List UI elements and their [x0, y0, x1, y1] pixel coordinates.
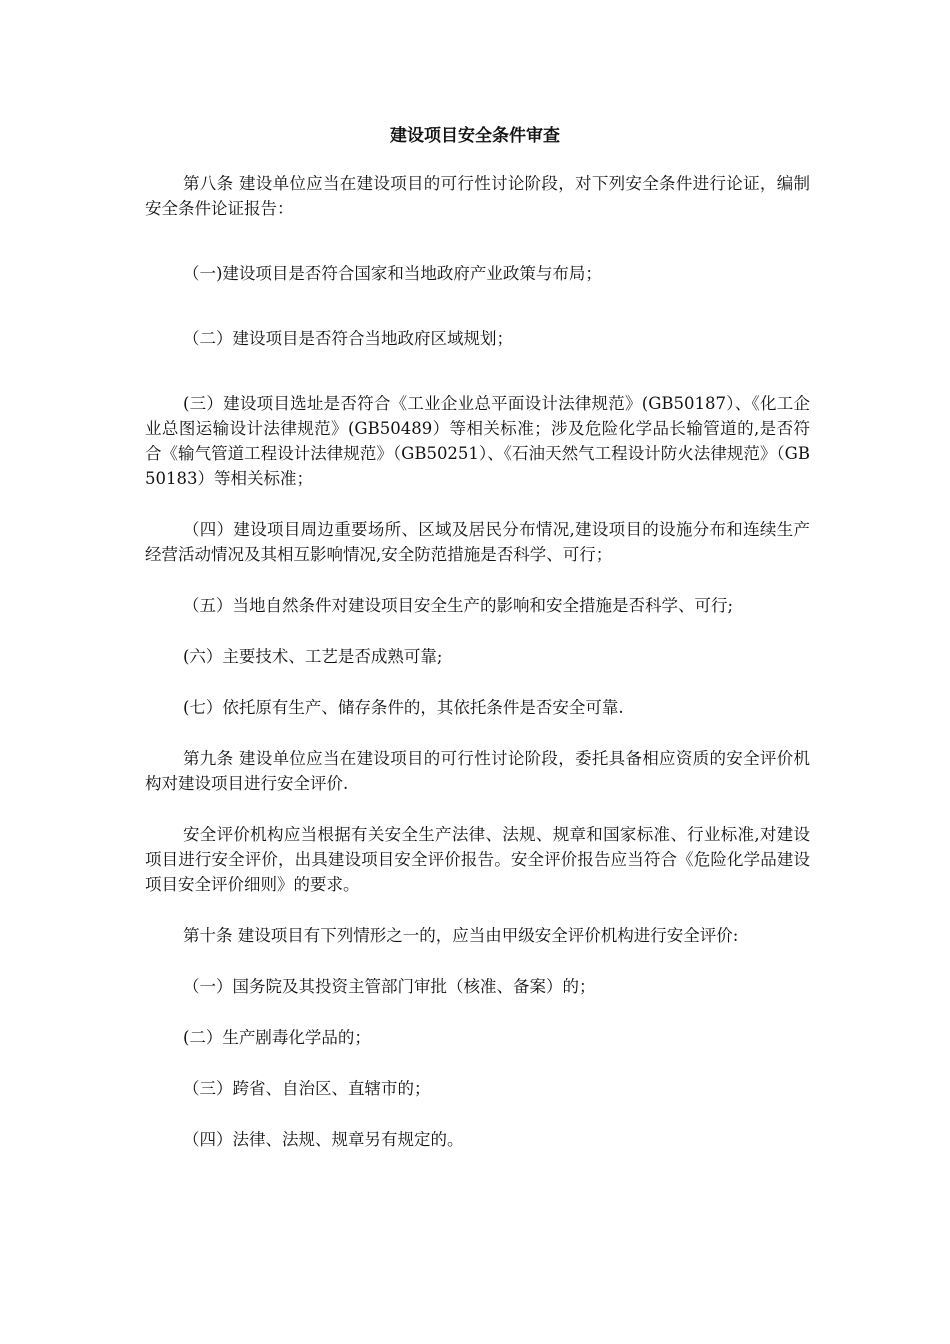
article-9-paragraph: 第九条 建设单位应当在建设项目的可行性讨论阶段，委托具备相应资质的安全评价机构对建设项目进行安全评价.	[145, 749, 810, 793]
article-8-item-1: （一)建设项目是否符合国家和当地政府产业政策与布局；	[183, 264, 602, 283]
article-10-item-4: （四）法律、法规、规章另有规定的。	[183, 1130, 464, 1149]
article-8-item-5: （五）当地自然条件对建设项目安全生产的影响和安全措施是否科学、可行;	[183, 596, 734, 615]
article-8-item-7: (七）依托原有生产、储存条件的，其依托条件是否安全可靠.	[183, 698, 624, 717]
document-title: 建设项目安全条件审查	[390, 126, 560, 146]
article-10-item-2: (二）生产剧毒化学品的；	[183, 1028, 371, 1047]
document-body	[145, 171, 810, 1152]
article-8-item-3: (三）建设项目选址是否符合《工业企业总平面设计法律规范》(GB50187）、《化工企业总图运输设计法律规范》(GB50489）等相关标准；涉及危险化学品长输管道的,是否符合《输气管道工程设计法律规范》（GB50251）、《石油天然气工程设计防火法律规范》（GB50183）等相关标准；	[145, 394, 810, 488]
article-9-evaluation-paragraph: 安全评价机构应当根据有关安全生产法律、法规、规章和国家标准、行业标准,对建设项目进行安全评价，出具建设项目安全评价报告。安全评价报告应当符合《危险化学品建设项目安全评价细则》的要求。	[145, 825, 810, 894]
article-10-item-1: （一）国务院及其投资主管部门审批（核准、备案）的；	[183, 977, 596, 996]
article-8-item-2: （二）建设项目是否符合当地政府区域规划；	[183, 329, 513, 348]
article-10-paragraph: 第十条 建设项目有下列情形之一的，应当由甲级安全评价机构进行安全评价:	[183, 926, 739, 945]
article-10-item-3: （三）跨省、自治区、直辖市的；	[183, 1079, 431, 1098]
article-8-item-4: （四）建设项目周边重要场所、区域及居民分布情况,建设项目的设施分布和连续生产经营活动情况及其相互影响情况,安全防范措施是否科学、可行；	[145, 520, 810, 564]
article-8-item-6: (六）主要技术、工艺是否成熟可靠;	[183, 647, 443, 666]
article-8-paragraph: 第八条 建设单位应当在建设项目的可行性讨论阶段，对下列安全条件进行论证，编制安全条件论证报告：	[145, 174, 810, 218]
